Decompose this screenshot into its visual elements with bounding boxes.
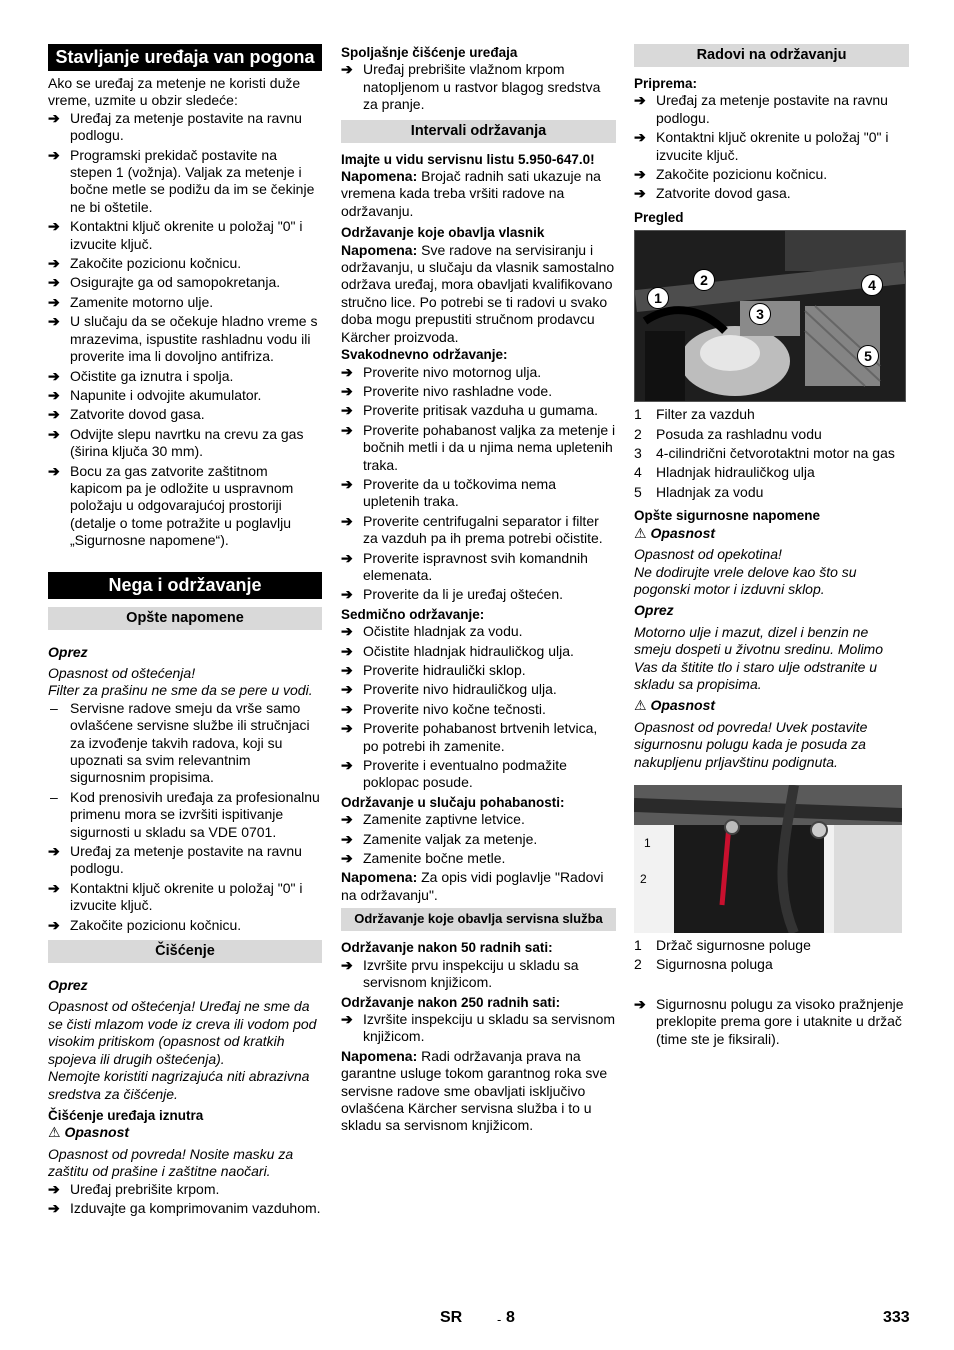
list-item-text: Zamenite zaptivne letvice.: [363, 811, 525, 828]
arrow-icon: ➔: [341, 512, 353, 529]
list-item-text: Izduvajte ga komprimovanim vazduhom.: [70, 1199, 321, 1216]
legend-item: [634, 445, 909, 462]
legend-text: Hladnjak hidrauličkog ulja: [656, 464, 815, 481]
legend-item: [634, 426, 909, 443]
list-item: [634, 185, 909, 202]
list-item-text: Zakočite pozicionu kočnicu.: [656, 166, 828, 183]
list-item: [341, 1011, 616, 1046]
list-item: [48, 274, 322, 291]
list-item-text: Zamenite bočne metle.: [363, 850, 506, 867]
list-item: [341, 61, 616, 113]
arrow-icon: ➔: [341, 549, 353, 566]
arrow-icon: ➔: [48, 109, 60, 126]
daily-steps: [341, 364, 616, 604]
footer-language: SR: [440, 1309, 463, 1326]
list-item: [48, 406, 322, 423]
list-item-text: Napunite i odvojite akumulator.: [70, 386, 262, 403]
arrow-icon: ➔: [48, 146, 60, 163]
list-item: [48, 426, 322, 461]
list-item-text: Zatvorite dovod gasa.: [656, 185, 791, 202]
intro-text: Ako se uređaj za metenje ne koristi duže vreme, uzmite u obzir sledeće:: [48, 75, 301, 109]
list-item-text: Zamenite motorno ulje.: [70, 293, 214, 310]
callout-2: 2: [693, 269, 715, 291]
arrow-icon: ➔: [341, 662, 353, 678]
list-item-text: Proverite nivo motornog ulja.: [363, 363, 542, 380]
list-item-text: Proverite da u točkovima nema upletenih traka.: [363, 475, 556, 510]
inside-steps: [48, 1181, 322, 1218]
arrow-icon: ➔: [634, 995, 646, 1012]
list-item-text: Proverite nivo hidrauličkog ulja.: [363, 681, 557, 698]
arrow-icon: ➔: [48, 462, 60, 479]
list-item-text: Zamenite valjak za metenje.: [363, 830, 538, 847]
arrow-icon: ➔: [48, 255, 60, 272]
list-item: [48, 843, 322, 878]
general-dash-list: [48, 700, 322, 841]
list-item: [341, 422, 616, 474]
list-item: [48, 294, 322, 311]
overview-legend: [634, 406, 909, 501]
heading-service-maintenance: Održavanje koje obavlja servisna služba: [341, 908, 616, 931]
arrow-icon: ➔: [48, 313, 60, 330]
arrow-icon: ➔: [634, 166, 646, 183]
arrow-icon: ➔: [341, 363, 353, 380]
heading-cleaning: Čišćenje: [48, 940, 322, 963]
footer-page-total: 333: [883, 1309, 910, 1326]
arrow-icon: ➔: [48, 367, 60, 384]
arrow-icon: ➔: [634, 185, 646, 202]
list-item-text: Zakočite pozicionu kočnicu.: [70, 916, 242, 933]
arrow-icon: ➔: [341, 681, 353, 698]
column-2: [341, 44, 616, 1135]
arrow-icon: ➔: [48, 916, 60, 933]
preparation-steps: [634, 92, 909, 202]
caution-text: Opasnost od oštećenja! Filter za prašinu ne sme da se pere u vodi.: [48, 664, 313, 699]
column-3: [634, 44, 909, 1050]
legend-number: 1: [634, 936, 642, 953]
list-item: [634, 996, 909, 1048]
heading-wear: Održavanje u slučaju pohabanosti:: [341, 794, 565, 810]
list-item: [48, 368, 322, 385]
footer-separator: -: [497, 1312, 502, 1327]
list-item: [48, 1181, 322, 1198]
arrow-icon: ➔: [341, 720, 353, 737]
list-item: [48, 463, 322, 550]
caution-text: Opasnost od oštećenja! Uređaj ne sme da se čisti mlazom vode iz creva ili vodom pod visokim pritiskom (opasnost od kratkih spojeva ili drugih oštećenja). Nemojte koristiti nagrizajuća niti abrazivna sredstva za čišćenje.: [48, 998, 317, 1102]
list-item-text: Osigurajte ga od samopokretanja.: [70, 274, 281, 291]
list-item: [341, 811, 616, 828]
list-item: [341, 850, 616, 867]
list-item: [48, 880, 322, 915]
legend-text: Držač sigurnosne poluge: [656, 936, 811, 953]
arrow-icon: ➔: [634, 129, 646, 146]
legend-item: [634, 956, 909, 973]
danger-text: Opasnost od povreda! Uvek postavite sigurnosnu polugu kada je posuda za nakupljenu prljavštinu podignuta.: [634, 718, 868, 770]
list-item: [341, 662, 616, 679]
arrow-icon: ➔: [341, 850, 353, 867]
list-item-text: Proverite da li je uređaj oštećen.: [363, 586, 563, 603]
heading-owner-maintenance: Održavanje koje obavlja vlasnik: [341, 225, 545, 241]
list-item: [48, 255, 322, 272]
heading-daily: Svakodnevno održavanje:: [341, 347, 508, 363]
service-list-note: Imajte u vidu servisnu listu 5.950-647.0!: [341, 151, 595, 167]
list-item-text: Uređaj prebrišite vlažnom krpom natopljenom u rastvor blagog sredstva za pranje.: [363, 61, 601, 113]
safety-lever-photo: [634, 785, 902, 933]
callout-1: 1: [644, 835, 651, 850]
warning-icon: ⚠: [48, 1124, 61, 1141]
list-item: [341, 586, 616, 603]
list-item-text: Proverite pritisak vazduha u gumama.: [363, 402, 598, 419]
legend-number: 2: [634, 425, 642, 442]
callout-2: 2: [640, 871, 647, 886]
arrow-icon: ➔: [341, 811, 353, 828]
heading-250-hours: Održavanje nakon 250 radnih sati:: [341, 994, 561, 1010]
legend-number: 4: [634, 464, 642, 481]
wear-steps: [341, 811, 616, 867]
arrow-icon: ➔: [341, 475, 353, 492]
list-item-text: Izvršite prvu inspekciju u skladu sa servisnom knjižicom.: [363, 956, 579, 991]
legend-text: Filter za vazduh: [656, 406, 755, 423]
list-item-text: Proverite nivo rashladne vode.: [363, 382, 553, 399]
list-item-text: Servisne radove smeju da vrše samo ovlašćene servisne službe ili stručnjaci za izvođenje takvih radova, koji su upoznati sa svim relevantnim sigurnosnim propisima.: [70, 699, 310, 786]
list-item: [341, 402, 616, 419]
arrow-icon: ➔: [48, 843, 60, 860]
arrow-icon: ➔: [48, 293, 60, 310]
arrow-icon: ➔: [48, 879, 60, 896]
list-item-text: Odvijte slepu navrtku na crevu za gas (širina ključa 30 mm).: [70, 425, 304, 460]
list-item-text: Kontaktni ključ okrenite u položaj "0" i izvucite ključ.: [656, 129, 889, 163]
legend-item: [634, 937, 909, 954]
list-item-text: Proverite pohabanost brtvenih letvica, po potrebi ih zamenite.: [363, 720, 598, 754]
legend-number: 2: [634, 956, 642, 973]
list-item: [341, 957, 616, 992]
heading-decommission: Stavljanje uređaja van pogona: [48, 44, 322, 71]
list-item: [341, 383, 616, 400]
list-item: [48, 1200, 322, 1217]
arrow-icon: ➔: [341, 1010, 353, 1027]
arrow-icon: ➔: [48, 425, 60, 442]
callout-4: 4: [861, 274, 883, 296]
callout-1: 1: [647, 287, 669, 309]
arrow-icon: ➔: [341, 757, 353, 774]
list-item: [341, 364, 616, 381]
arrow-icon: ➔: [48, 386, 60, 403]
general-steps: [48, 843, 322, 934]
list-item-text: Uređaj za metenje postavite na ravnu podlogu.: [70, 109, 302, 144]
list-item: [341, 623, 616, 640]
heading-50-hours: Održavanje nakon 50 radnih sati:: [341, 940, 553, 956]
legend-number: 1: [634, 406, 642, 423]
outside-steps: [341, 61, 616, 113]
note-owner: Napomena: Sve radove na servisiranju i održavanju, u slučaju da vlasnik samostalno održava uređaj, mora obavljati kvalifikovano stručno lice. Po potrebi se ti radovi u svako doba mogu prepustiti stručnom prodavcu Kärcher proizvoda.: [341, 241, 615, 345]
legend-text: Hladnjak za vodu: [656, 483, 764, 500]
danger-label: ⚠ Opasnost: [634, 524, 716, 541]
list-item-text: Kontaktni ključ okrenite u položaj "0" i izvucite ključ.: [70, 218, 303, 252]
callout-3: 3: [749, 303, 771, 325]
column-1: [48, 44, 322, 1219]
list-item: [634, 166, 909, 183]
caution-label: Oprez: [48, 977, 88, 994]
dash-bullet: –: [50, 788, 58, 805]
list-item: [48, 313, 322, 365]
note-warranty: Napomena: Radi održavanja prava na garantne usluge tokom garantnog roka sve servisne radove sme obavljati isključivo ovlašćena Kärcher servisna služba i to u skladu sa servisnom knjižicom.: [341, 1047, 608, 1134]
heading-maintenance-work: Radovi na održavanju: [634, 44, 909, 67]
lever-legend: [634, 937, 909, 974]
heading-overview: Pregled: [634, 209, 684, 225]
arrow-icon: ➔: [341, 642, 353, 659]
list-item-text: Uređaj za metenje postavite na ravnu podlogu.: [70, 843, 302, 877]
list-item-text: Kontaktni ključ okrenite u položaj "0" i izvucite ključ.: [70, 879, 303, 914]
lever-photo-illustration: [634, 785, 902, 933]
list-item: [48, 387, 322, 404]
steps-250-hours: [341, 1011, 616, 1046]
list-item: [341, 701, 616, 718]
arrow-icon: ➔: [48, 406, 60, 423]
legend-item: [634, 484, 909, 501]
list-item-text: Bocu za gas zatvorite zaštitnom kapicom pa je odložite u uspravnom položaju u odgovarajućoj prostoriji (detalje o tome potražite u poglavlju „Sigurnosne napomene“).: [70, 462, 294, 549]
list-item-text: Programski prekidač postavite na stepen 1 (vožnja). Valjak za metenje i bočne metle se podižu da im se čekinje ne bi oštetile.: [70, 146, 315, 215]
engine-overview-photo: [634, 230, 906, 402]
lever-steps: [634, 996, 909, 1048]
danger-text: Opasnost od opekotina! Ne dodirujte vrele delove kao što su pogonski motor i izduvni sklop.: [634, 546, 857, 597]
list-item: [634, 92, 909, 127]
heading-preparation: Priprema:: [634, 76, 698, 91]
list-item: [634, 129, 909, 164]
warning-icon: ⚠: [634, 697, 647, 714]
heading-general-notes: Opšte napomene: [48, 607, 322, 630]
list-item: [341, 681, 616, 698]
list-item: [48, 789, 322, 841]
danger-text: Opasnost od povreda! Nosite masku za zaštitu od prašine i zaštitne naočari.: [48, 1145, 294, 1180]
list-item: [48, 218, 322, 253]
danger-label: ⚠ Opasnost: [48, 1124, 130, 1141]
arrow-icon: ➔: [634, 92, 646, 109]
arrow-icon: ➔: [48, 274, 60, 291]
legend-number: 3: [634, 445, 642, 462]
arrow-icon: ➔: [341, 382, 353, 399]
note-hours-counter: Napomena: Brojač radnih sati ukazuje na vremena kada treba vršiti radove na održavanju.: [341, 168, 601, 219]
footer-page-local: 8: [506, 1309, 515, 1326]
list-item: [48, 700, 322, 787]
weekly-steps: [341, 623, 616, 792]
legend-item: [634, 406, 909, 423]
list-item-text: Izvršite inspekciju u skladu sa servisnom knjižicom.: [363, 1010, 616, 1045]
list-item: [341, 831, 616, 848]
list-item-text: Proverite i eventualno podmažite poklopac posude.: [363, 757, 567, 791]
heading-outside-cleaning: Spoljašnje čišćenje uređaja: [341, 45, 518, 60]
legend-item: [634, 464, 909, 481]
arrow-icon: ➔: [48, 1199, 60, 1216]
arrow-icon: ➔: [48, 1180, 60, 1197]
decommission-steps: [48, 110, 322, 550]
list-item: [341, 643, 616, 660]
list-item: [48, 110, 322, 145]
list-item-text: Očistite ga iznutra i spolja.: [70, 367, 234, 384]
caution-text: Motorno ulje i mazut, dizel i benzin ne smeju dospeti u životnu sredinu. Molimo Vas da štitite tlo i staro ulje odstranite u skladu sa propisima.: [634, 623, 884, 692]
list-item-text: Kod prenosivih uređaja za profesionalnu primenu mora se izvršiti ispitivanje sigurnosti u skladu sa VDE 0701.: [70, 788, 320, 840]
list-item-text: Proverite centrifugalni separator i filter za vazduh pa ih prema potrebi očistite.: [363, 512, 603, 547]
arrow-icon: ➔: [341, 623, 353, 640]
list-item: [48, 147, 322, 217]
danger-label: ⚠ Opasnost: [634, 697, 716, 714]
list-item-text: Uređaj prebrišite krpom.: [70, 1180, 220, 1197]
note-see-chapter: Napomena: Za opis vidi poglavlje "Radovi na održavanju".: [341, 869, 604, 903]
legend-text: Sigurnosna poluga: [656, 956, 773, 973]
warning-icon: ⚠: [634, 524, 647, 541]
list-item-text: Proverite pohabanost valjka za metenje i bočnih metli i da u njima nema upletenih traka.: [363, 421, 616, 473]
list-item: [341, 476, 616, 511]
arrow-icon: ➔: [341, 586, 353, 603]
list-item-text: Uređaj za metenje postavite na ravnu podlogu.: [656, 92, 888, 126]
list-item: [341, 550, 616, 585]
heading-inside-cleaning: Čišćenje uređaja iznutra: [48, 1107, 204, 1123]
arrow-icon: ➔: [341, 956, 353, 973]
arrow-icon: ➔: [341, 402, 353, 419]
legend-text: 4-cilindrični četvorotaktni motor na gas: [656, 445, 895, 462]
list-item: [341, 513, 616, 548]
list-item-text: Zatvorite dovod gasa.: [70, 406, 205, 423]
heading-maintenance-intervals: Intervali održavanja: [341, 120, 616, 143]
list-item-text: Proverite nivo kočne tečnosti.: [363, 700, 546, 717]
list-item-text: Očistite hladnjak za vodu.: [363, 623, 523, 640]
caution-label: Oprez: [48, 643, 88, 660]
heading-care-maintenance: Nega i održavanje: [48, 572, 322, 599]
legend-text: Posuda za rashladnu vodu: [656, 425, 822, 442]
list-item-text: Očistite hladnjak hidrauličkog ulja.: [363, 642, 574, 659]
callout-5: 5: [857, 345, 879, 367]
list-item: [341, 757, 616, 792]
caution-label: Oprez: [634, 602, 674, 619]
arrow-icon: ➔: [341, 830, 353, 847]
heading-weekly: Sedmično održavanje:: [341, 606, 485, 622]
arrow-icon: ➔: [341, 700, 353, 717]
arrow-icon: ➔: [341, 61, 353, 78]
list-item-text: Sigurnosnu polugu za visoko pražnjenje preklopite prema gore i utaknite u držač (time ste je fiksirali).: [656, 995, 904, 1047]
list-item-text: Proverite hidraulički sklop.: [363, 662, 526, 678]
arrow-icon: ➔: [48, 218, 60, 235]
list-item-text: U slučaju da se očekuje hladno vreme s mrazevima, ispustite rashladnu vodu ili proverite ima li dovoljno antifriza.: [70, 313, 318, 365]
dash-bullet: –: [50, 699, 58, 716]
list-item: [48, 917, 322, 934]
list-item-text: Proverite ispravnost svih komandnih elemenata.: [363, 549, 588, 583]
list-item-text: Zakočite pozicionu kočnicu.: [70, 255, 242, 272]
steps-50-hours: [341, 957, 616, 992]
legend-number: 5: [634, 483, 642, 500]
arrow-icon: ➔: [341, 421, 353, 438]
heading-general-safety: Opšte sigurnosne napomene: [634, 508, 821, 524]
list-item: [341, 720, 616, 755]
